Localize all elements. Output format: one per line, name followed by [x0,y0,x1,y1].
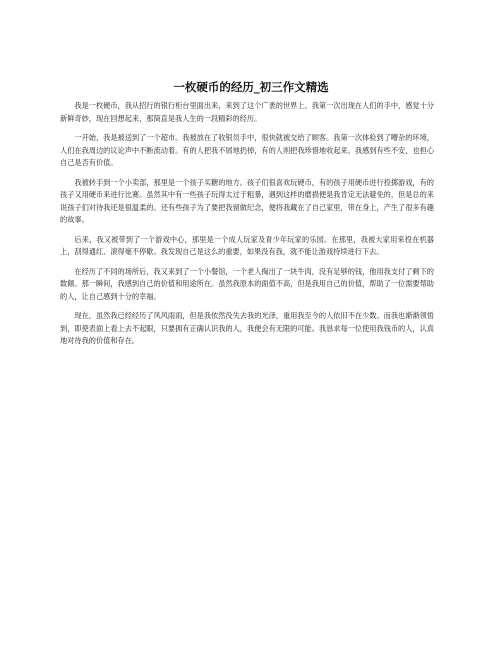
paragraph-5: 在经历了不同的场所后，我又来到了一个小餐馆，一个老人掏出了一块牛肉，没有足够的钱，他用我支付了剩下的数额。那一瞬间，我感到自己的价值和用途所在。虽然我原本的面值不高，但是我用自己的价值，帮助了一位需要帮助的人，让自己感到十分的幸福。 [60,266,434,301]
paragraph-6: 现在，虽然我已经经历了风风雨雨，但是我依然没失去我的光泽，重用我至今的人依旧不在少数。而我也渐渐领悟到，即使表面上看上去不起眼，只要拥有正确认识我的人，我便会有无限的可能。我恳求每一位使用我钱币的人，认真地对待我的价值和存在。 [60,311,434,345]
document-body [60,100,434,355]
paragraph-3: 我被转手到一个小卖部，那里是一个孩子买糖的地方。孩子们很喜欢玩硬币，有的孩子用硬币进行投掷游戏，有的孩子又用硬币来进行比赛。虽然其中有一些孩子玩得太过于粗暴，遇到这样的磨损便是我肯定无法避免的，但是总的来说孩子们对待我还是很温柔的。还有些孩子为了要把我留做纪念，便将我藏在了自己家里，带在身上，产生了很多有趣的故事。 [60,177,434,224]
paragraph-2: 一开始，我是被送到了一个超市。我被放在了收银员手中，很快就被交给了顾客。我第一次体验到了嘈杂的环境，人们在我周边的议论声中不断流动着。有的人把我不屑地扔掉，有的人则把我珍惜地收起来。我感到有些不安，也担心自己是否有价值。 [60,133,434,167]
paragraph-4: 后来，我又被带到了一个游戏中心，那里是一个成人玩家及青少年玩家的乐园。在那里，我被大家用来投在机器上，刮得通红、滚得毫不停歇。我发现自己是这么的重要，如果没有我，就不能让游戏持续进行下去。 [60,234,434,256]
document-title: 一枚硬币的经历_初三作文精选 [173,80,329,94]
paragraph-1: 我是一枚硬币，我从招行的银行柜台里面出来，来到了这个广袤的世界上。我第一次出现在人们的手中，感觉十分新鲜奇妙，现在回想起来，那简直是我人生的一段精彩的经历。 [60,101,434,123]
